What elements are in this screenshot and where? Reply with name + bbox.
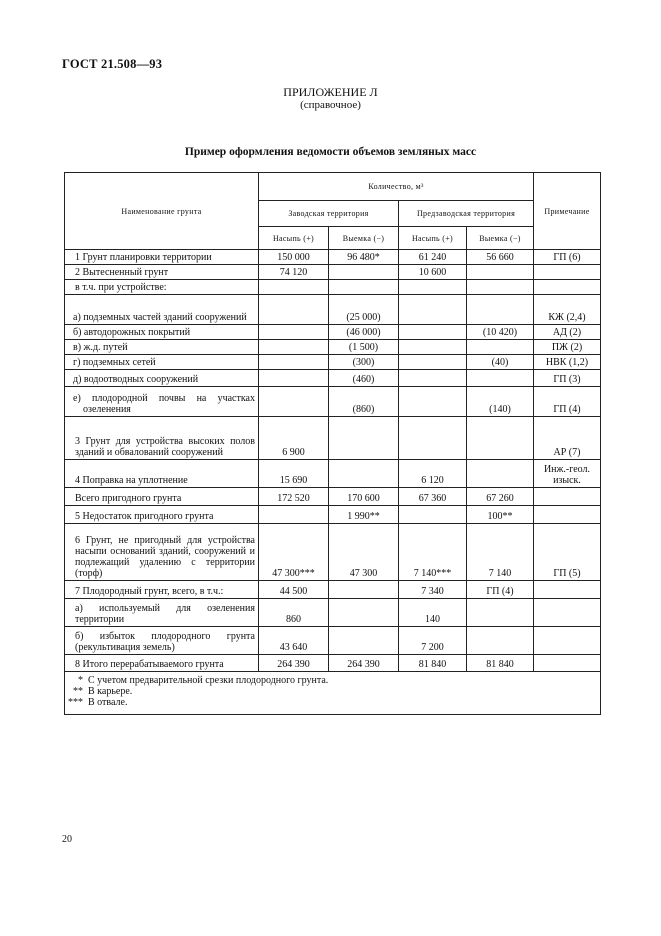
factory-cut-cell: 170 600 [329, 488, 399, 506]
prefactory-fill-cell [399, 295, 467, 325]
header-prefactory-territory: Предзаводская территория [399, 201, 534, 227]
table-row [65, 340, 601, 355]
table-row [65, 387, 601, 417]
factory-fill-cell [259, 280, 329, 295]
note-cell: КЖ (2,4) [534, 295, 601, 325]
prefactory-fill-cell [399, 506, 467, 524]
table-row [65, 280, 601, 295]
soil-name-cell: 4 Поправка на уплотнение [65, 460, 259, 488]
factory-fill-cell: 74 120 [259, 265, 329, 280]
soil-name-cell: г) подземных сетей [65, 355, 259, 370]
footnote-3: *** В отвале. [68, 697, 128, 708]
table-row [65, 655, 601, 672]
factory-fill-cell [259, 295, 329, 325]
prefactory-fill-cell [399, 325, 467, 340]
header-prefactory-fill: Насыпь (+) [399, 227, 467, 250]
table-row [65, 524, 601, 581]
factory-fill-cell [259, 506, 329, 524]
prefactory-cut-cell: 7 140 [467, 524, 534, 581]
document-code: ГОСТ 21.508—93 [62, 57, 163, 71]
factory-fill-cell: 43 640 [259, 627, 329, 655]
appendix-subtitle: (справочное) [300, 99, 361, 111]
prefactory-cut-cell [467, 417, 534, 460]
header-quantity: Количество, м³ [259, 173, 534, 201]
soil-name-cell: 6 Грунт, не пригодный для устройства насыпи оснований зданий, сооружений и подлежащий удалению с территории (торф) [65, 524, 259, 581]
note-cell [534, 488, 601, 506]
prefactory-cut-cell [467, 599, 534, 627]
note-cell: ГП (3) [534, 370, 601, 387]
table-row [65, 370, 601, 387]
prefactory-cut-cell: (140) [467, 387, 534, 417]
soil-name-cell: 7 Плодородный грунт, всего, в т.ч.: [65, 581, 259, 599]
factory-cut-cell: 264 390 [329, 655, 399, 672]
table-row [65, 265, 601, 280]
factory-fill-cell: 264 390 [259, 655, 329, 672]
factory-fill-cell [259, 387, 329, 417]
factory-fill-cell [259, 355, 329, 370]
appendix-heading [0, 86, 661, 112]
table-row [65, 581, 601, 599]
prefactory-fill-cell [399, 417, 467, 460]
note-cell [534, 655, 601, 672]
header-factory-cut: Выемка (−) [329, 227, 399, 250]
prefactory-cut-cell: 67 260 [467, 488, 534, 506]
footnote-2: ** В карьере. [68, 686, 133, 697]
soil-name-cell: 3 Грунт для устройства высоких полов зданий и обвалований сооружений [65, 417, 259, 460]
factory-cut-cell [329, 417, 399, 460]
prefactory-cut-cell [467, 265, 534, 280]
table-row [65, 627, 601, 655]
table-title: Пример оформления ведомости объемов земляных масс [184, 146, 477, 158]
table-row [65, 295, 601, 325]
factory-fill-cell [259, 340, 329, 355]
table-row [65, 355, 601, 370]
note-cell: АД (2) [534, 325, 601, 340]
prefactory-cut-cell: 56 660 [467, 250, 534, 265]
soil-name-cell: б) автодорожных покрытий [65, 325, 259, 340]
prefactory-fill-cell: 140 [399, 599, 467, 627]
note-cell [534, 599, 601, 627]
prefactory-fill-cell: 7 140*** [399, 524, 467, 581]
prefactory-cut-cell: 100** [467, 506, 534, 524]
factory-cut-cell: (300) [329, 355, 399, 370]
soil-name-cell: б) избыток плодородного грунта (рекультивация земель) [65, 627, 259, 655]
prefactory-cut-cell [467, 627, 534, 655]
soil-name-cell: Всего пригодного грунта [65, 488, 259, 506]
prefactory-cut-cell: (10 420) [467, 325, 534, 340]
factory-cut-cell [329, 280, 399, 295]
appendix-title: ПРИЛОЖЕНИЕ Л [283, 85, 378, 99]
prefactory-cut-cell [467, 280, 534, 295]
prefactory-fill-cell: 81 840 [399, 655, 467, 672]
footnote-1: * С учетом предварительной срезки плодородного грунта. [68, 675, 329, 686]
soil-name-cell: в т.ч. при устройстве: [65, 280, 259, 295]
factory-cut-cell [329, 627, 399, 655]
factory-fill-cell: 44 500 [259, 581, 329, 599]
earthwork-volume-table [64, 172, 601, 715]
note-cell: ГП (4) [534, 387, 601, 417]
factory-cut-cell: (1 500) [329, 340, 399, 355]
prefactory-cut-cell: (40) [467, 355, 534, 370]
factory-fill-cell [259, 370, 329, 387]
factory-cut-cell: (460) [329, 370, 399, 387]
factory-fill-cell: 172 520 [259, 488, 329, 506]
table-row [65, 417, 601, 460]
header-soil-name: Наименование грунта [65, 173, 259, 250]
prefactory-fill-cell [399, 387, 467, 417]
header-factory-territory: Заводская территория [259, 201, 399, 227]
factory-cut-cell: 1 990** [329, 506, 399, 524]
note-cell [534, 506, 601, 524]
prefactory-cut-cell [467, 460, 534, 488]
note-cell: АР (7) [534, 417, 601, 460]
prefactory-cut-cell: 81 840 [467, 655, 534, 672]
note-cell: НВК (1,2) [534, 355, 601, 370]
table-row [65, 599, 601, 627]
prefactory-fill-cell: 10 600 [399, 265, 467, 280]
soil-name-cell: 2 Вытесненный грунт [65, 265, 259, 280]
factory-cut-cell: 47 300 [329, 524, 399, 581]
factory-cut-cell: (25 000) [329, 295, 399, 325]
footnotes [65, 672, 601, 715]
soil-name-cell: 8 Итого перерабатываемого грунта [65, 655, 259, 672]
prefactory-fill-cell: 67 360 [399, 488, 467, 506]
factory-cut-cell [329, 265, 399, 280]
factory-fill-cell [259, 325, 329, 340]
note-cell: ГП (5) [534, 524, 601, 581]
table-row [65, 506, 601, 524]
table-row [65, 460, 601, 488]
prefactory-fill-cell: 6 120 [399, 460, 467, 488]
prefactory-fill-cell [399, 355, 467, 370]
header-prefactory-cut: Выемка (−) [467, 227, 534, 250]
factory-fill-cell: 47 300*** [259, 524, 329, 581]
prefactory-fill-cell: 7 340 [399, 581, 467, 599]
note-cell [534, 280, 601, 295]
note-cell [534, 627, 601, 655]
factory-fill-cell: 150 000 [259, 250, 329, 265]
note-cell: Инж.-геол. изыск. [534, 460, 601, 488]
soil-name-cell: а) используемый для озеленения территории [65, 599, 259, 627]
soil-name-cell: д) водоотводных сооружений [65, 370, 259, 387]
soil-name-cell: в) ж.д. путей [65, 340, 259, 355]
soil-name-cell: е) плодородной почвы на участках озеленения [65, 387, 259, 417]
factory-cut-cell [329, 460, 399, 488]
factory-cut-cell [329, 599, 399, 627]
soil-name-cell: 5 Недостаток пригодного грунта [65, 506, 259, 524]
factory-fill-cell: 860 [259, 599, 329, 627]
header-note: Примечание [534, 173, 601, 250]
prefactory-cut-cell [467, 370, 534, 387]
factory-fill-cell: 6 900 [259, 417, 329, 460]
factory-cut-cell: (860) [329, 387, 399, 417]
table-row [65, 325, 601, 340]
table-row [65, 250, 601, 265]
note-cell [534, 581, 601, 599]
prefactory-fill-cell [399, 340, 467, 355]
table-row [65, 488, 601, 506]
page-number: 20 [62, 834, 72, 845]
factory-fill-cell: 15 690 [259, 460, 329, 488]
prefactory-cut-cell [467, 340, 534, 355]
prefactory-cut-cell: ГП (4) [467, 581, 534, 599]
factory-cut-cell: (46 000) [329, 325, 399, 340]
note-cell [534, 265, 601, 280]
factory-cut-cell [329, 581, 399, 599]
header-factory-fill: Насыпь (+) [259, 227, 329, 250]
soil-name-cell: а) подземных частей зданий сооружений [65, 295, 259, 325]
note-cell: ПЖ (2) [534, 340, 601, 355]
prefactory-cut-cell [467, 295, 534, 325]
prefactory-fill-cell: 61 240 [399, 250, 467, 265]
prefactory-fill-cell: 7 200 [399, 627, 467, 655]
factory-cut-cell: 96 480* [329, 250, 399, 265]
soil-name-cell: 1 Грунт планировки территории [65, 250, 259, 265]
note-cell: ГП (6) [534, 250, 601, 265]
prefactory-fill-cell [399, 370, 467, 387]
prefactory-fill-cell [399, 280, 467, 295]
